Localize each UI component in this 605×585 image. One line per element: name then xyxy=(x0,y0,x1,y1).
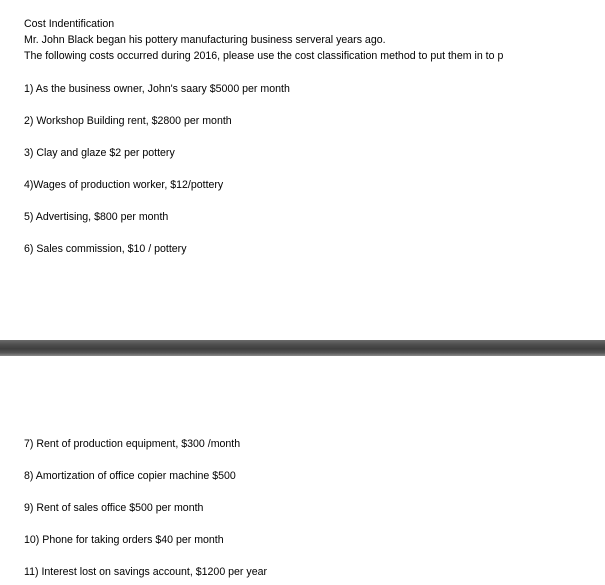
page-separator xyxy=(0,340,605,356)
list-item: 10) Phone for taking orders $40 per month xyxy=(24,534,224,546)
intro-text: Mr. John Black began his pottery manufacturing business serveral years ago. xyxy=(24,34,386,46)
list-item: 9) Rent of sales office $500 per month xyxy=(24,502,204,514)
list-item: 4)Wages of production worker, $12/pottery xyxy=(24,179,224,191)
document-page-2 xyxy=(0,356,605,585)
list-item: 7) Rent of production equipment, $300 /month xyxy=(24,438,241,450)
list-item: 8) Amortization of office copier machine $500 xyxy=(24,470,236,482)
document-title: Cost Indentification xyxy=(24,18,115,30)
list-item: 3) Clay and glaze $2 per pottery xyxy=(24,147,175,159)
list-item: 5) Advertising, $800 per month xyxy=(24,211,169,223)
list-item: 6) Sales commission, $10 / pottery xyxy=(24,243,187,255)
list-item: 2) Workshop Building rent, $2800 per month xyxy=(24,115,232,127)
instruction-text: The following costs occurred during 2016, please use the cost classification method to put them in to p xyxy=(24,50,504,62)
list-item: 1) As the business owner, John's saary $5000 per month xyxy=(24,83,290,95)
list-item: 11) Interest lost on savings account, $1200 per year xyxy=(24,566,268,578)
